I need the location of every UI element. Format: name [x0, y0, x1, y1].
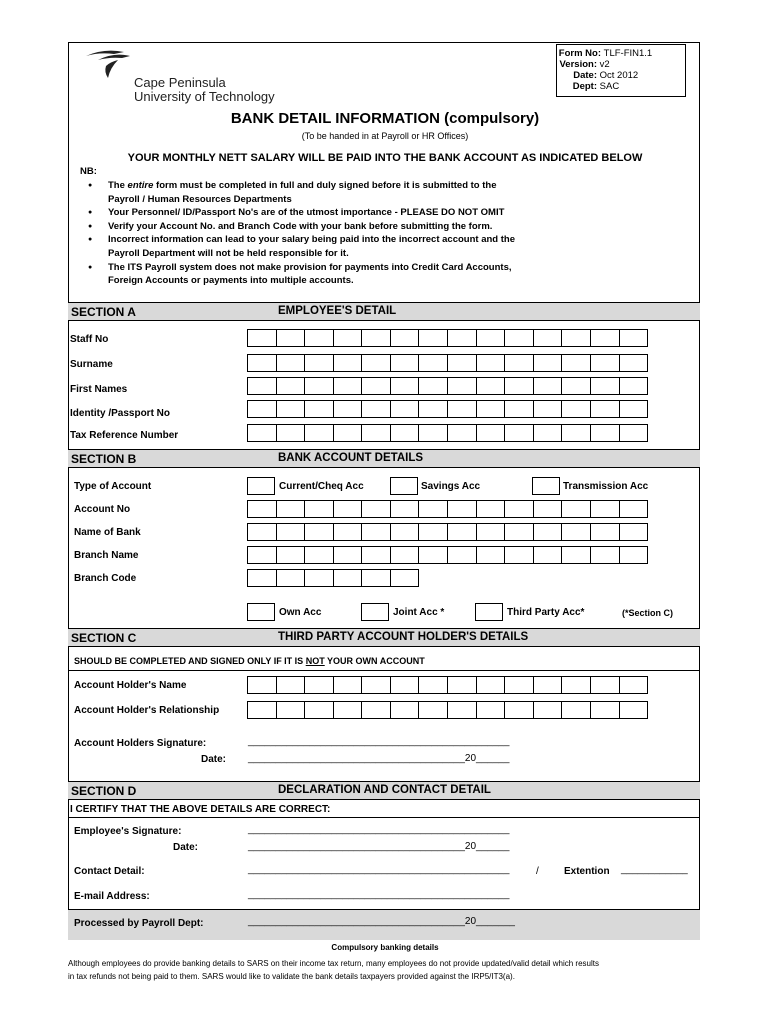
section-c-label: SECTION C — [71, 631, 137, 645]
section-a-header — [68, 302, 700, 321]
identity-passport-input[interactable] — [247, 400, 648, 418]
section-a-label: SECTION A — [71, 305, 136, 319]
staff-no-label: Staff No — [70, 334, 109, 345]
savings-checkbox[interactable] — [390, 477, 418, 495]
bank-name-input[interactable] — [247, 523, 648, 541]
nb-list — [88, 179, 648, 288]
surname-input[interactable] — [247, 354, 648, 372]
nb-label: NB: — [80, 166, 97, 177]
footer-text — [68, 957, 708, 983]
page-title: BANK DETAIL INFORMATION (compulsory) — [230, 110, 540, 127]
branch-name-label: Branch Name — [74, 550, 139, 561]
section-d-header — [68, 781, 700, 800]
holder-date-label: Date: — [201, 754, 227, 765]
nb-item: ● The entire form must be completed in full and duly signed before it is submitted to the — [88, 179, 648, 193]
first-names-input[interactable] — [247, 377, 648, 395]
holder-signature-line[interactable]: _______________________________________________ — [248, 736, 510, 747]
type-of-account-label: Type of Account — [74, 481, 152, 492]
divider — [68, 670, 700, 671]
employee-signature-line[interactable]: _______________________________________________ — [248, 824, 510, 835]
account-no-input[interactable] — [247, 500, 648, 518]
cput-logo — [84, 46, 294, 106]
section-b-heading: BANK ACCOUNT DETAILS — [278, 452, 424, 464]
extention-line[interactable]: ____________ — [621, 864, 688, 875]
logo-line-2: University of Technology — [134, 89, 275, 104]
section-d-label: SECTION D — [71, 784, 137, 798]
processed-label: Processed by Payroll Dept: — [74, 918, 204, 929]
nb-item: ● Verify your Account No. and Branch Code with your bank before submitting the form. — [88, 220, 648, 234]
processed-line[interactable]: _______________________________________20_______ — [248, 916, 515, 927]
contact-detail-line[interactable]: _______________________________________________ — [248, 864, 510, 875]
third-party-acc-checkbox[interactable] — [475, 603, 503, 621]
surname-label: Surname — [70, 359, 113, 370]
own-acc-checkbox[interactable] — [247, 603, 275, 621]
form-info-box — [556, 44, 686, 97]
employee-date-label: Date: — [173, 842, 199, 853]
identity-passport-label: Identity /Passport No — [70, 408, 171, 419]
logo-line-1: Cape Peninsula — [134, 75, 226, 90]
contact-detail-label: Contact Detail: — [74, 866, 145, 877]
date-value: Oct 2012 — [599, 70, 639, 81]
footer-line-2: in tax refunds not being paid to them. SARS would like to validate the bank details taxpayers provided against the IRP5/IT3(a). — [68, 972, 515, 981]
section-c-heading: THIRD PARTY ACCOUNT HOLDER'S DETAILS — [278, 631, 529, 643]
third-party-acc-label: Third Party Acc* — [507, 607, 585, 618]
transmission-checkbox[interactable] — [532, 477, 560, 495]
dept-label: Dept: — [572, 81, 597, 92]
email-line[interactable]: _______________________________________________ — [248, 889, 510, 900]
bank-name-label: Name of Bank — [74, 527, 141, 538]
employee-signature-label: Employee's Signature: — [74, 826, 182, 837]
first-names-label: First Names — [70, 384, 128, 395]
footer-line-1: Although employees do provide banking details to SARS on their income tax return, many employees do not provide updated/valid detail which results — [68, 959, 599, 968]
form-no-value: TLF-FIN1.1 — [603, 48, 653, 59]
holder-signature-label: Account Holders Signature: — [74, 738, 207, 749]
section-a-heading: EMPLOYEE'S DETAIL — [278, 305, 397, 317]
section-c-note: (*Section C) — [622, 608, 674, 618]
certify-statement: I CERTIFY THAT THE ABOVE DETAILS ARE CORRECT: — [70, 804, 331, 815]
nb-item: ● Incorrect information can lead to your salary being paid into the incorrect account and the — [88, 233, 648, 247]
branch-code-label: Branch Code — [74, 573, 137, 584]
salary-notice: YOUR MONTHLY NETT SALARY WILL BE PAID INTO THE BANK ACCOUNT AS INDICATED BELOW — [127, 152, 643, 164]
date-label: Date: — [573, 70, 597, 81]
nb-item-continued: Foreign Accounts or payments into multiple accounts. — [108, 275, 354, 287]
version-label: Version: — [559, 59, 597, 70]
footer-heading: Compulsory banking details — [331, 943, 439, 952]
staff-no-input[interactable] — [247, 329, 648, 347]
extention-label: Extention — [564, 866, 610, 877]
section-b-header — [68, 449, 700, 468]
holder-relationship-label: Account Holder's Relationship — [74, 705, 220, 716]
employee-date-line[interactable]: _______________________________________20______ — [248, 841, 510, 852]
section-c-header — [68, 628, 700, 647]
email-label: E-mail Address: — [74, 891, 150, 902]
section-c-instruction: SHOULD BE COMPLETED AND SIGNED ONLY IF IT IS NOT YOUR OWN ACCOUNT — [74, 656, 425, 666]
page-subtitle: (To be handed in at Payroll or HR Offices) — [301, 131, 469, 141]
holder-relationship-input[interactable] — [247, 701, 648, 719]
holder-name-label: Account Holder's Name — [74, 680, 187, 691]
current-cheq-checkbox[interactable] — [247, 477, 275, 495]
tax-reference-input[interactable] — [247, 424, 648, 442]
nb-item-continued: Payroll Department will not be held responsible for it. — [108, 247, 349, 259]
nb-item-continued: Payroll / Human Resources Departments — [108, 193, 292, 205]
transmission-label: Transmission Acc — [563, 481, 649, 492]
own-acc-label: Own Acc — [279, 607, 322, 618]
branch-name-input[interactable] — [247, 546, 648, 564]
form-no-label: Form No: — [558, 48, 601, 59]
current-cheq-label: Current/Cheq Acc — [279, 481, 364, 492]
joint-acc-checkbox[interactable] — [361, 603, 389, 621]
section-b-label: SECTION B — [71, 452, 137, 466]
savings-label: Savings Acc — [421, 481, 481, 492]
branch-code-input[interactable] — [247, 569, 419, 587]
holder-name-input[interactable] — [247, 676, 648, 694]
joint-acc-label: Joint Acc * — [393, 607, 445, 618]
divider — [68, 817, 700, 818]
contact-slash: / — [536, 866, 539, 877]
section-d-heading: DECLARATION AND CONTACT DETAIL — [278, 784, 491, 796]
tax-reference-label: Tax Reference Number — [70, 430, 179, 441]
account-no-label: Account No — [74, 504, 131, 515]
nb-item: ● The ITS Payroll system does not make provision for payments into Credit Card Accounts, — [88, 261, 648, 275]
dept-value: SAC — [599, 81, 620, 92]
holder-date-line[interactable]: _______________________________________20______ — [248, 753, 510, 764]
version-value: v2 — [599, 59, 610, 70]
nb-item: ● Your Personnel/ ID/Passport No's are of the utmost importance - PLEASE DO NOT OMIT — [88, 206, 648, 220]
